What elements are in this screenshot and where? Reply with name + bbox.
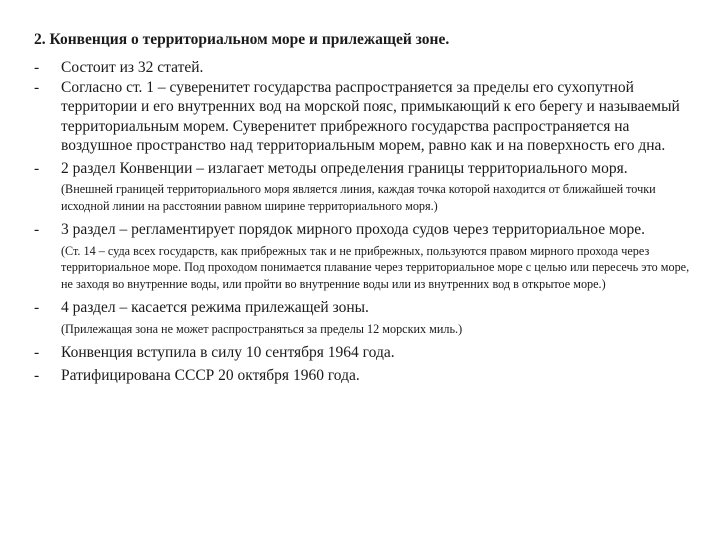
- item-text: Согласно ст. 1 – суверенитет государства распространяется за пределы его сухопутной территории и его внутренних вод на морской пояс, примыкающий к его берегу и называемый территориальным морем. Суверенитет прибрежного государства распространяется на воздушное пространство над территориальным морем, равно как и на поверхность его дна.: [61, 78, 680, 154]
- list-item: [34, 159, 694, 179]
- item-text: Конвенция вступила в силу 10 сентября 1964 года.: [61, 344, 395, 361]
- bullet-dash: -: [34, 78, 40, 96]
- bullet-dash: -: [34, 344, 40, 361]
- item-text: 2 раздел Конвенции – излагает методы определения границы территориального моря.: [61, 159, 628, 177]
- item-note: (Прилежащая зона не может распространяться за пределы 12 морских миль.): [61, 321, 463, 336]
- item-note: (Ст. 14 – суда всех государств, как прибрежных так и не прибрежных, пользуются правом мирного прохода через территориальное море. Под проходом понимается плавание через территориальное море с целью или пересечь это море, не заходя во внутренние воды, или пройти во внутренние воды или из внутренних вод в открытое море.): [61, 243, 690, 291]
- list-item: [34, 220, 694, 240]
- slide-content: [34, 30, 694, 385]
- item-note: (Внешней границей территориального моря является линия, каждая точка которой находится от ближайшей точки исходной линии на расстоянии равном ширине территориального моря.): [61, 182, 656, 213]
- list-item: [34, 58, 694, 78]
- slide-heading: 2. Конвенция о территориальном море и прилежащей зоне.: [34, 31, 450, 48]
- list-item: [34, 78, 694, 156]
- item-text: Состоит из 32 статей.: [61, 59, 204, 76]
- bullet-dash: -: [34, 159, 40, 177]
- list-item: [34, 343, 694, 363]
- item-text: 3 раздел – регламентирует порядок мирного прохода судов через территориальное море.: [61, 221, 646, 238]
- bullet-dash: -: [34, 59, 40, 76]
- item-text: Ратифицирована СССР 20 октября 1960 года.: [61, 366, 360, 384]
- list-item: [34, 366, 694, 386]
- list-item: [34, 298, 694, 318]
- bullet-dash: -: [34, 299, 40, 316]
- bullet-dash: -: [34, 221, 40, 238]
- item-text: 4 раздел – касается режима прилежащей зоны.: [61, 299, 369, 316]
- bullet-dash: -: [34, 366, 40, 384]
